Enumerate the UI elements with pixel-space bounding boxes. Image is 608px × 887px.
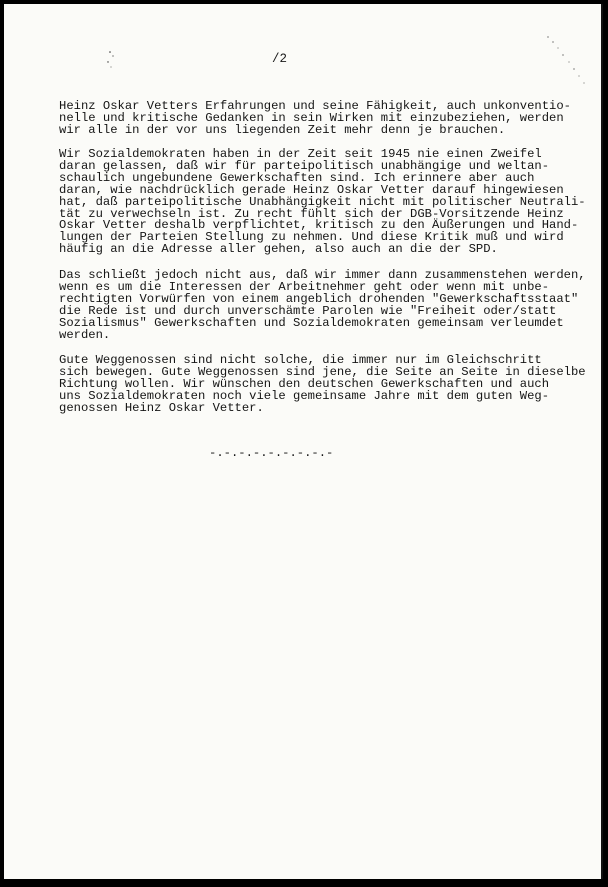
document-page	[4, 4, 603, 879]
paragraph-4: Gute Weggenossen sind nicht solche, die immer nur im Gleichschritt sich bewegen. Gute Weggenossen sind jene, die Seite an Seite in dieselbe Richtung wollen. Wir wünschen den deutschen Gewerkschaften und auch uns Sozialdemokraten noch viele gemeinsame Jahre mit dem guten Weg- genossen Heinz Oskar Vetter.	[59, 353, 586, 415]
paragraph-3: Das schließt jedoch nicht aus, daß wir immer dann zusammenstehen werden, wenn es um die Interessen der Arbeitnehmer geht oder wenn mit unbe- rechtigten Vorwürfen von einem angeblich drohenden "Gewerkschaftsstaat" die Rede ist und durch unverschämte Parolen wie "Freiheit oder/statt Sozialismus" Gewerkschaften und Sozialdemokraten gemeinsam verleumdet werden.	[59, 268, 586, 342]
paragraph-2: Wir Sozialdemokraten haben in der Zeit seit 1945 nie einen Zweifel daran gelassen, daß wir für parteipolitisch unabhängige und weltan- schaulich ungebundene Gewerkschaften sind. Ich erinnere aber auch daran, wie nachdrücklich gerade Heinz Oskar Vetter darauf hingewiesen hat, daß parteipolitische Unabhängigkeit nicht mit politischer Neutrali- tät zu verwechseln ist. Zu recht fühlt sich der DGB-Vorsitzende Heinz Oskar Vetter deshalb verpflichtet, kritisch zu den Äußerungen und Hand- lungen der Parteien Stellung zu nehmen. Und diese Kritik muß und wird häufig an die Adresse aller gehen, also auch an die der SPD.	[59, 147, 586, 257]
page-number: /2	[272, 52, 288, 66]
end-of-text-mark: -.-.-.-.-.-.-.-.-	[209, 446, 334, 460]
paragraph-1: Heinz Oskar Vetters Erfahrungen und seine Fähigkeit, auch unkonventio- nelle und kritische Gedanken in sein Wirken mit einzubeziehen, werden wir alle in der vor uns liegenden Zeit mehr denn je brauchen.	[59, 99, 571, 137]
